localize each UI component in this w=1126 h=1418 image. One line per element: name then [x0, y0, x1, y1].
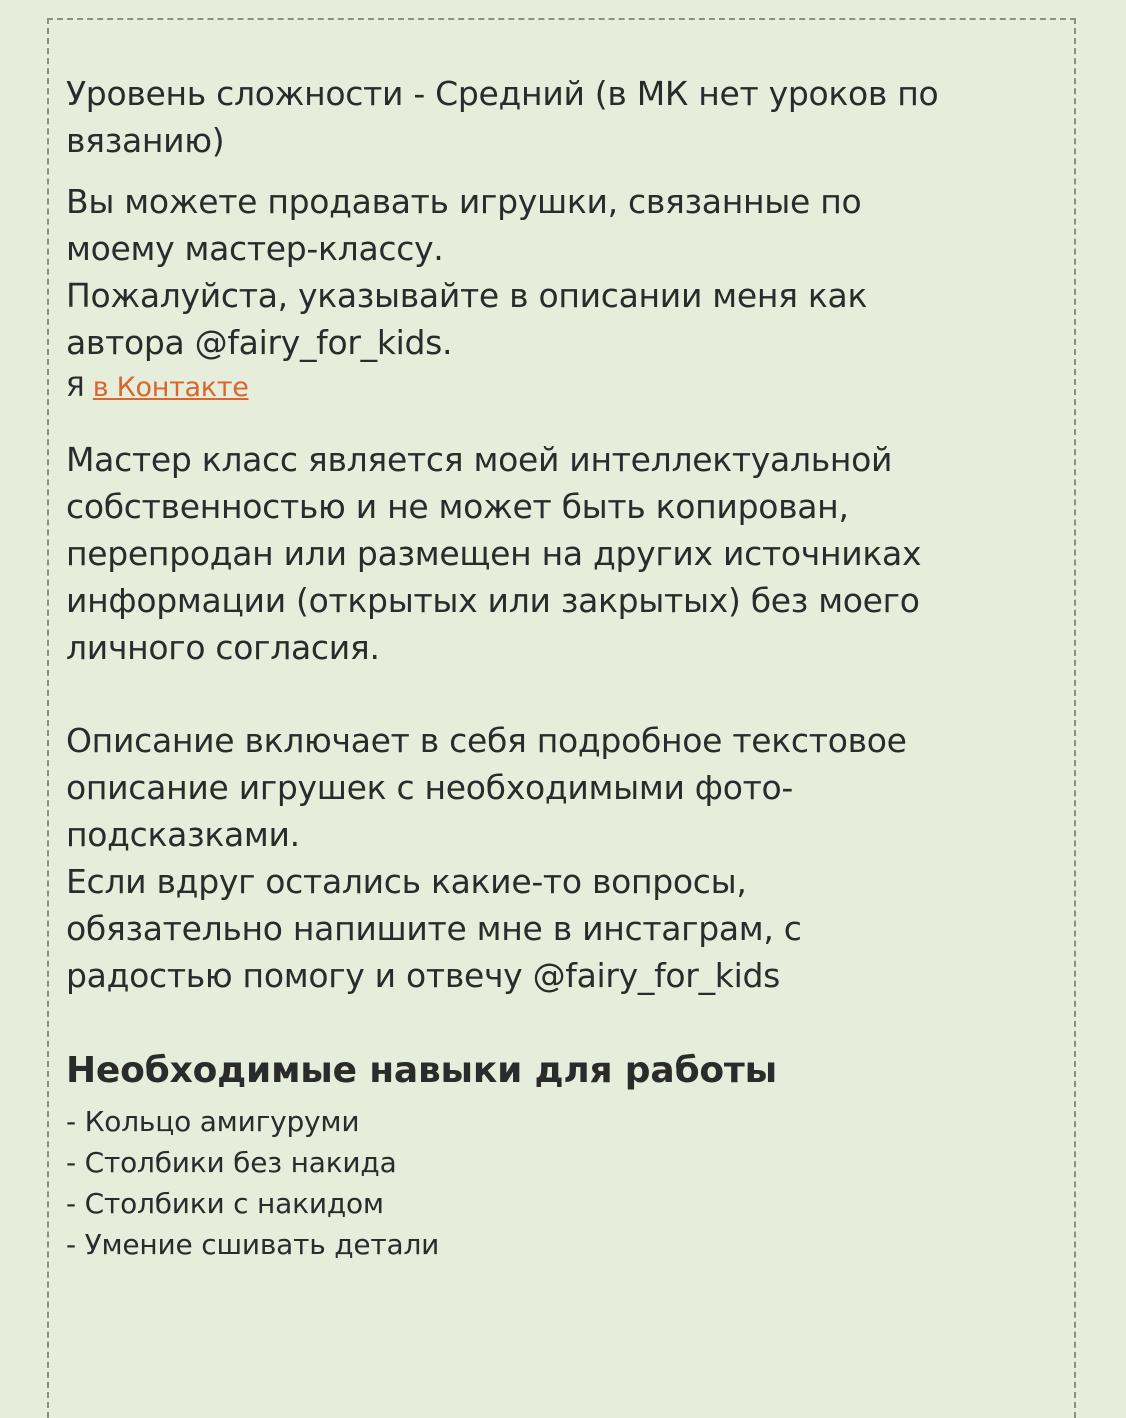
skills-list [66, 1101, 1056, 1265]
difficulty-section [66, 70, 1056, 164]
copyright-line-2: собственностью и не может быть копирован, [66, 487, 849, 526]
description-line-4: Если вдруг остались какие-то вопросы, [66, 862, 747, 901]
skill-item: - Умение сшивать детали [66, 1228, 440, 1261]
selling-line-2: моему мастер-классу. [66, 229, 444, 268]
skills-heading: Необходимые навыки для работы [66, 1050, 777, 1091]
vk-contact-link[interactable]: в Контакте [92, 372, 249, 403]
document-content [66, 70, 1056, 1265]
copyright-line-4: информации (открытых или закрытых) без моего [66, 581, 920, 620]
skill-item: - Столбики без накида [66, 1146, 397, 1179]
selling-line-1: Вы можете продавать игрушки, связанные по [66, 182, 862, 221]
copyright-line-5: личного согласия. [66, 628, 380, 667]
description-line-2: описание игрушек с необходимыми фото- [66, 768, 794, 807]
contact-line [66, 366, 1056, 410]
description-line-1: Описание включает в себя подробное текстовое [66, 721, 907, 760]
copyright-line-1: Мастер класс является моей интеллектуальной [66, 440, 893, 479]
description-line-6: радостью помогу и отвечу @fairy_for_kids [66, 956, 780, 995]
difficulty-line-1: Уровень сложности - Средний (в МК нет уроков по [66, 74, 939, 113]
description-line-3: подсказками. [66, 815, 300, 854]
difficulty-line-2: вязанию) [66, 121, 225, 160]
description-section [66, 717, 1056, 999]
description-line-5: обязательно напишите мне в инстаграм, с [66, 909, 802, 948]
copyright-section [66, 436, 1056, 671]
selling-line-3: Пожалуйста, указывайте в описании меня как [66, 276, 868, 315]
selling-line-4: автора @fairy_for_kids. [66, 323, 453, 362]
selling-section [66, 178, 1056, 410]
skills-section [66, 1045, 1056, 1265]
copyright-line-3: перепродан или размещен на других источниках [66, 534, 922, 573]
skill-item: - Столбики с накидом [66, 1187, 384, 1220]
skill-item: - Кольцо амигуруми [66, 1105, 360, 1138]
contact-prefix: Я [66, 372, 85, 403]
